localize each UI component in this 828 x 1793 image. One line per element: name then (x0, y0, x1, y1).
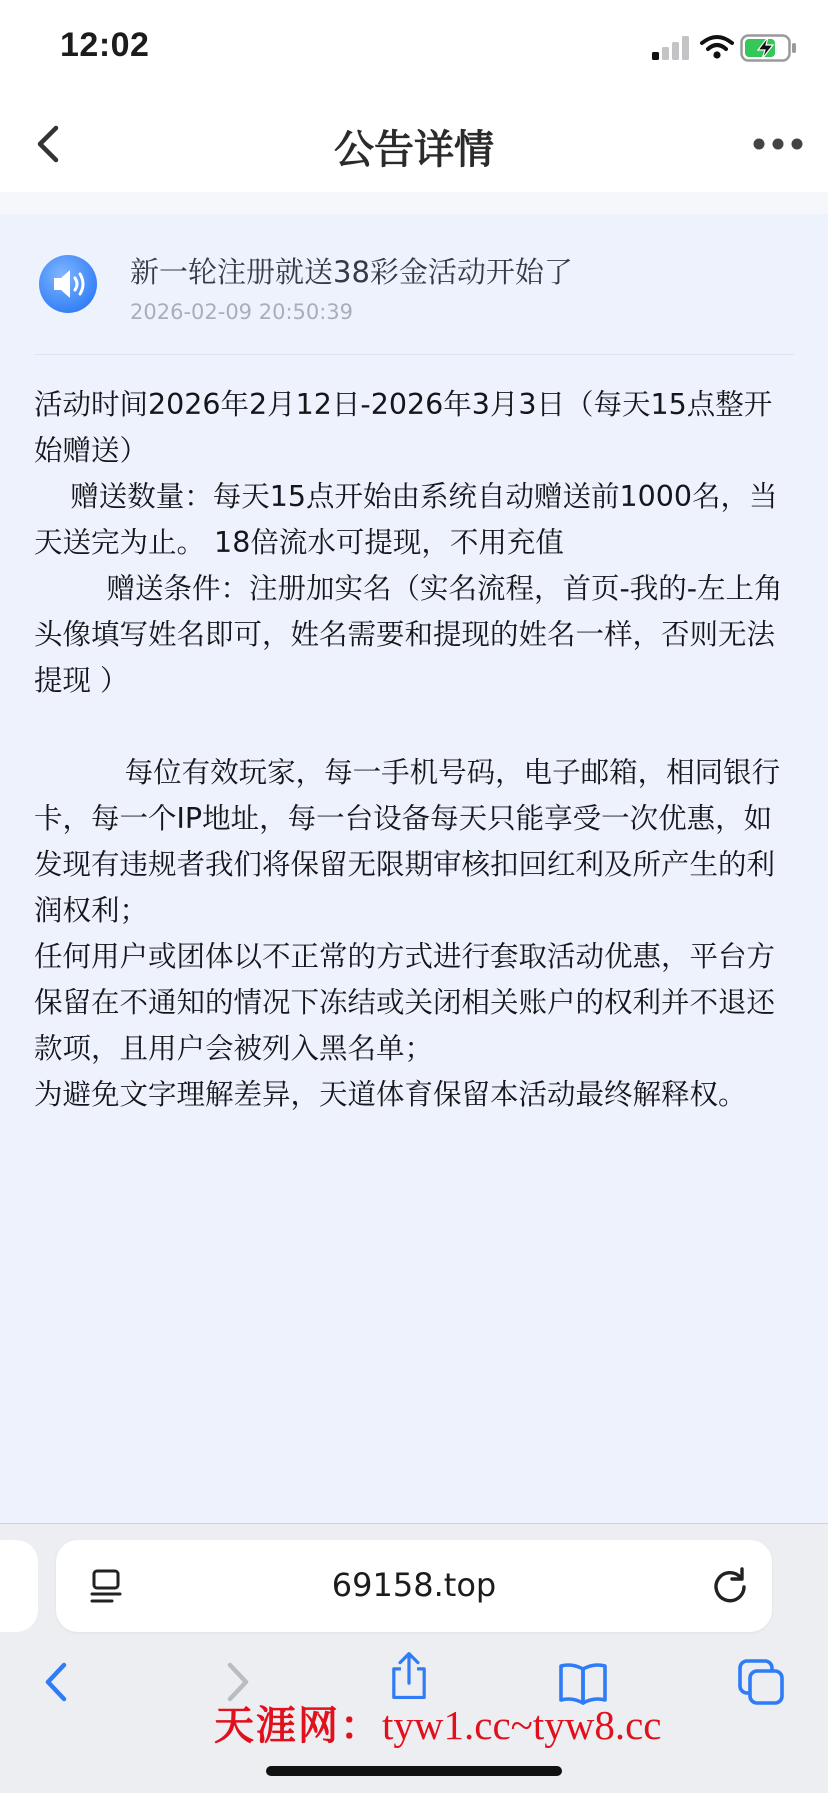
battery-charging-icon (740, 34, 798, 62)
watermark (214, 1694, 662, 1749)
status-bar (0, 0, 828, 96)
url-text[interactable]: 69158.top (331, 1566, 497, 1604)
status-time: 12:02 (60, 26, 150, 64)
wifi-icon (700, 34, 734, 60)
body-paragraph-final-right: 为避免文字理解差异，天道体育保留本活动最终解释权。 (34, 1078, 747, 1111)
previous-tab-preview[interactable] (0, 1540, 38, 1632)
address-bar[interactable] (56, 1540, 772, 1632)
navigation-bar (0, 96, 828, 193)
watermark-urls: tyw1.cc~tyw8.cc (382, 1702, 662, 1748)
header-divider (0, 192, 828, 214)
announcement-header (34, 214, 794, 355)
body-paragraph-spacer (34, 704, 796, 750)
announcement-date: 2026-02-09 20:50:39 (130, 300, 354, 324)
speaker-icon (38, 254, 98, 314)
cellular-signal-icon (652, 36, 692, 60)
reload-icon[interactable] (710, 1566, 750, 1606)
announcement-body (34, 382, 796, 1118)
announcement-title: 新一轮注册就送38彩金活动开始了 (130, 255, 573, 289)
body-paragraph-abuse: 任何用户或团体以不正常的方式进行套取活动优惠，平台方保留在不通知的情况下冻结或关闭相关账户的权利并不退还款项，且用户会被列入黑名单； (34, 940, 776, 1065)
tabs-icon[interactable] (736, 1657, 786, 1707)
ellipsis-icon[interactable] (752, 134, 804, 154)
announcement-content (0, 214, 828, 1524)
page-title: 公告详情 (334, 127, 494, 173)
body-paragraph-time: 活动时间2026年2月12日-2026年3月3日（每天15点整开始赠送） (34, 388, 773, 467)
browser-bottom-bar (0, 1523, 828, 1793)
body-paragraph-eligibility: 每位有效玩家，每一手机号码，电子邮箱，相同银行卡，每一个IP地址，每一台设备每天只能享受一次优惠，如发现有违规者我们将保留无限期审核扣回红利及所产生的利润权利； (34, 756, 781, 927)
back-icon[interactable] (34, 1657, 84, 1707)
body-paragraph-conditions: 赠送条件：注册加实名（实名流程，首页-我的-左上角头像填写姓名即可，姓名需要和提现的姓名一样，否则无法提现 ） (34, 572, 783, 697)
home-indicator (266, 1766, 562, 1776)
body-paragraph-quantity: 赠送数量：每天15点开始由系统自动赠送前1000名，当天送完为止。 18倍流水可提现，不用充值 (34, 480, 778, 559)
watermark-name: 天涯网： (214, 1702, 382, 1749)
